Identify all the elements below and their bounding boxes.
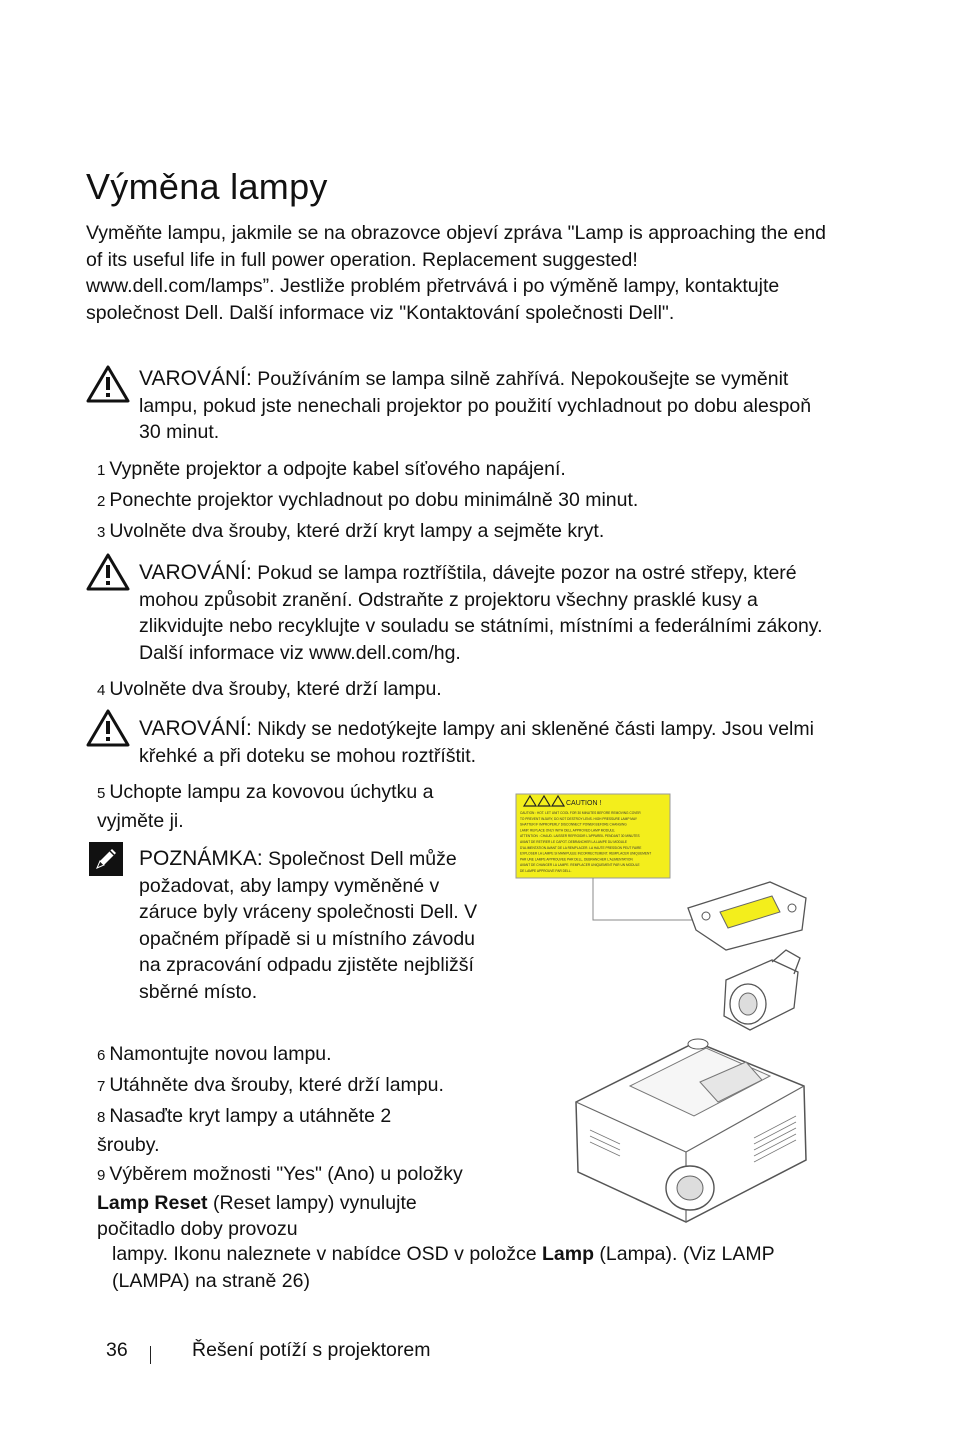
warning-text: Pokud se lampa roztříštila, dávejte pozor na ostré střepy, které mohou způsobit zranění. Odstraňte z projektoru všechny prasklé kusy a zlikvidujte nebo recyklujte v souladu se státními, místními a federálními zákony. Další informace viz www.dell.com/hg. [139,562,823,664]
caution-line: TO PREVENT INJURY, DO NOT DESTROY LENS. HIGH PRESSURE LAMP MAY [520,816,637,821]
intro-paragraph: Vyměňte lampu, jakmile se na obrazovce objeví zpráva "Lamp is approaching the end of its useful life in full power operation. Replacement suggested! www.dell.com/lamps”. Jestliže problém přetrvává i po výměně lampy, kontaktujte společnost Dell. Další informace viz "Kontaktování společnosti Dell". [86,222,827,324]
caution-line: LAMP. REPLACE ONLY WITH DELL APPROVED LAMP MODULE. [520,828,616,833]
warning-text: Používáním se lampa silně zahřívá. Nepokoušejte se vyměnit lampu, pokud jste nenechali projektor po použití vychladnout po dobu alespoň 30 minut. [139,368,812,443]
page-title: Výměna lampy [86,166,328,207]
list-item: 8 Nasaďte kryt lampy a utáhněte 2 šrouby. [97,1105,392,1156]
note-label: POZNÁMKA: [139,847,263,870]
page-number: 36 [106,1339,128,1361]
caution-line: D'ALIMENTATION AVANT DE LA REMPLACER. LA HAUTE PRESSION PEUT FAIRE [520,845,642,850]
warning-label: VAROVÁNÍ: [139,717,252,740]
step9-cont [112,1243,774,1292]
caution-heading: CAUTION ! [566,800,602,807]
warning-label: VAROVÁNÍ: [139,367,252,390]
list-item: 7 Utáhněte dva šrouby, které drží lampu. [97,1074,444,1096]
footer-section-title: Řešení potíží s projektorem [192,1339,431,1361]
footer-divider [150,1346,151,1364]
lamp-module-drawing [724,950,800,1030]
projector-lamp-drawing [510,790,830,1230]
list-item: 4 Uvolněte dva šrouby, které drží lampu. [97,678,442,700]
caution-line: ATTENTION : CHAUD. LAISSER REFROIDIR L'APPAREIL PENDANT 30 MINUTES [520,834,640,839]
caution-line: AVANT DE CHANGER LA LAMPE. REMPLACER UNIQUEMENT PAR UN MODULE [520,863,640,868]
lamp-replacement-illustration [510,790,830,1230]
step9-bold-lamp: Lamp [541,1243,594,1265]
warning-1 [139,366,819,446]
caution-line: DE LAMPE APPROUVE PAR DELL. [520,869,572,873]
list-item: 5 Uchopte lampu za kovovou úchytku a vyjměte ji. [97,781,434,832]
caution-line: EXPLOSER LA LAMPE SI MANIPULEE INCORRECTEMENT. REMPLACER UNIQUEMENT [520,851,652,856]
caution-line: PAR UNE LAMPE APPROUVEE PAR DELL. DEBRANCHER L'ALIMENTATION [520,857,633,862]
step9-cont-text: lampy. Ikonu naleznete v nabídce OSD v položce [112,1243,542,1265]
note [139,846,479,1005]
caution-line: CAUTION : HOT. LET UNIT COOL FOR 30 MINUTES BEFORE REMOVING COVER [520,811,641,815]
warning-text: Nikdy se nedotýkejte lampy ani skleněné části lampy. Jsou velmi křehké a při doteku se mohou roztříštit. [139,718,814,767]
note-pencil-icon [89,842,123,881]
warning-icon [86,364,130,409]
warning-icon [86,552,130,597]
warning-2 [139,560,829,666]
list-item-continuation [112,1241,832,1294]
caution-line: AVANT DE RETIRER LE CAPOT. DEBRANCHER LA LAMPE DU MODULE [520,840,627,844]
projector-drawing [576,1039,806,1222]
warning-icon [86,708,130,753]
note-text: Společnost Dell může požadovat, aby lampy vyměněné v záruce byly vráceny společnosti Dell. V opačném případě si u místního závodu na zpracování odpadu zjistěte nejbližší sběrné místo. [139,848,478,1003]
list-item: 1 Vypněte projektor a odpojte kabel síťového napájení. [97,458,566,480]
list-item: 6 Namontujte novou lampu. [97,1043,332,1065]
caution-line: SHATTER IF IMPROPERLY DISCONNECT POWER BEFORE CHANGING [520,822,627,827]
list-item: 9 Výběrem možnosti "Yes" (Ano) u položky Lamp Reset (Reset lampy) vynulujte počitadlo doby provozu [97,1163,463,1240]
list-item: 3 Uvolněte dva šrouby, které drží kryt lampy a sejměte kryt. [97,520,605,542]
list-item: 2 Ponechte projektor vychladnout po dobu minimálně 30 minut. [97,489,639,511]
lamp-cover-drawing [688,882,806,950]
warning-3 [139,716,819,769]
step9-cont-tail: (Lampa). (Viz LAMP (LAMPA) na straně 26) [112,1243,775,1292]
warning-label: VAROVÁNÍ: [139,561,252,584]
